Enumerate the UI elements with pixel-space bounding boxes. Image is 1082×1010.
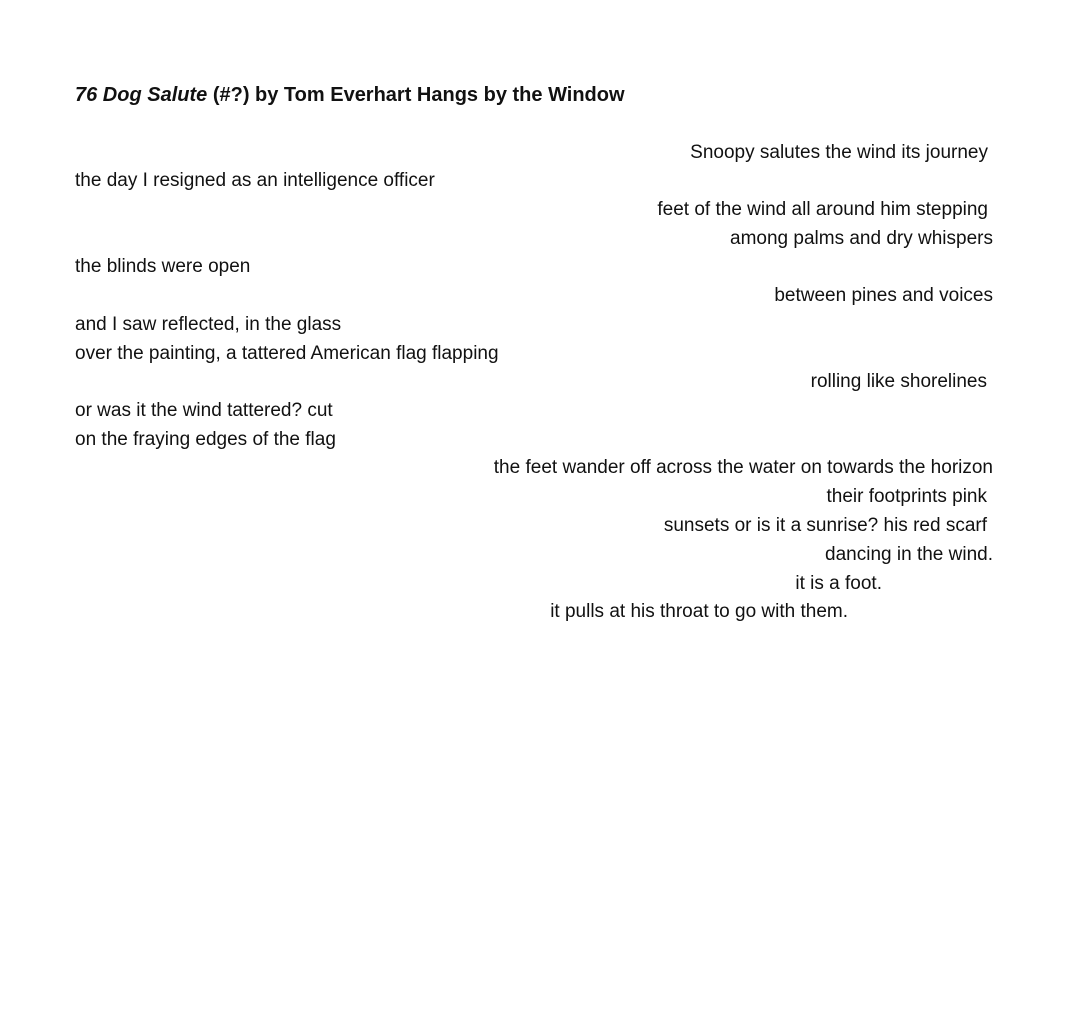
right-line-9: dancing in the wind. — [825, 544, 993, 565]
left-line-3: and I saw reflected, in the glass — [75, 314, 342, 335]
right-line-10: it is a foot. — [795, 573, 882, 594]
right-line-2: feet of the wind all around him stepping — [657, 199, 988, 220]
poem-title-rest: (#?) by Tom Everhart Hangs by the Window — [207, 84, 625, 106]
poem-title — [75, 82, 625, 108]
left-line-1: the day I resigned as an intelligence officer — [75, 170, 435, 191]
right-line-11: it pulls at his throat to go with them. — [550, 601, 848, 622]
right-line-5: rolling like shorelines — [810, 371, 987, 392]
left-line-2: the blinds were open — [75, 256, 251, 277]
right-line-8: sunsets or is it a sunrise? his red scarf — [663, 515, 987, 536]
right-line-4: between pines and voices — [774, 285, 993, 306]
right-line-7: their footprints pink — [826, 486, 987, 507]
left-line-6: on the fraying edges of the flag — [75, 429, 336, 450]
left-line-4: over the painting, a tattered American flag flapping — [75, 343, 499, 364]
right-line-1: Snoopy salutes the wind its journey — [690, 142, 988, 163]
left-line-5: or was it the wind tattered? cut — [75, 400, 333, 421]
right-line-6: the feet wander off across the water on towards the horizon — [493, 457, 993, 478]
right-line-3: among palms and dry whispers — [730, 228, 993, 249]
poem-title-italic: 76 Dog Salute — [75, 84, 208, 106]
